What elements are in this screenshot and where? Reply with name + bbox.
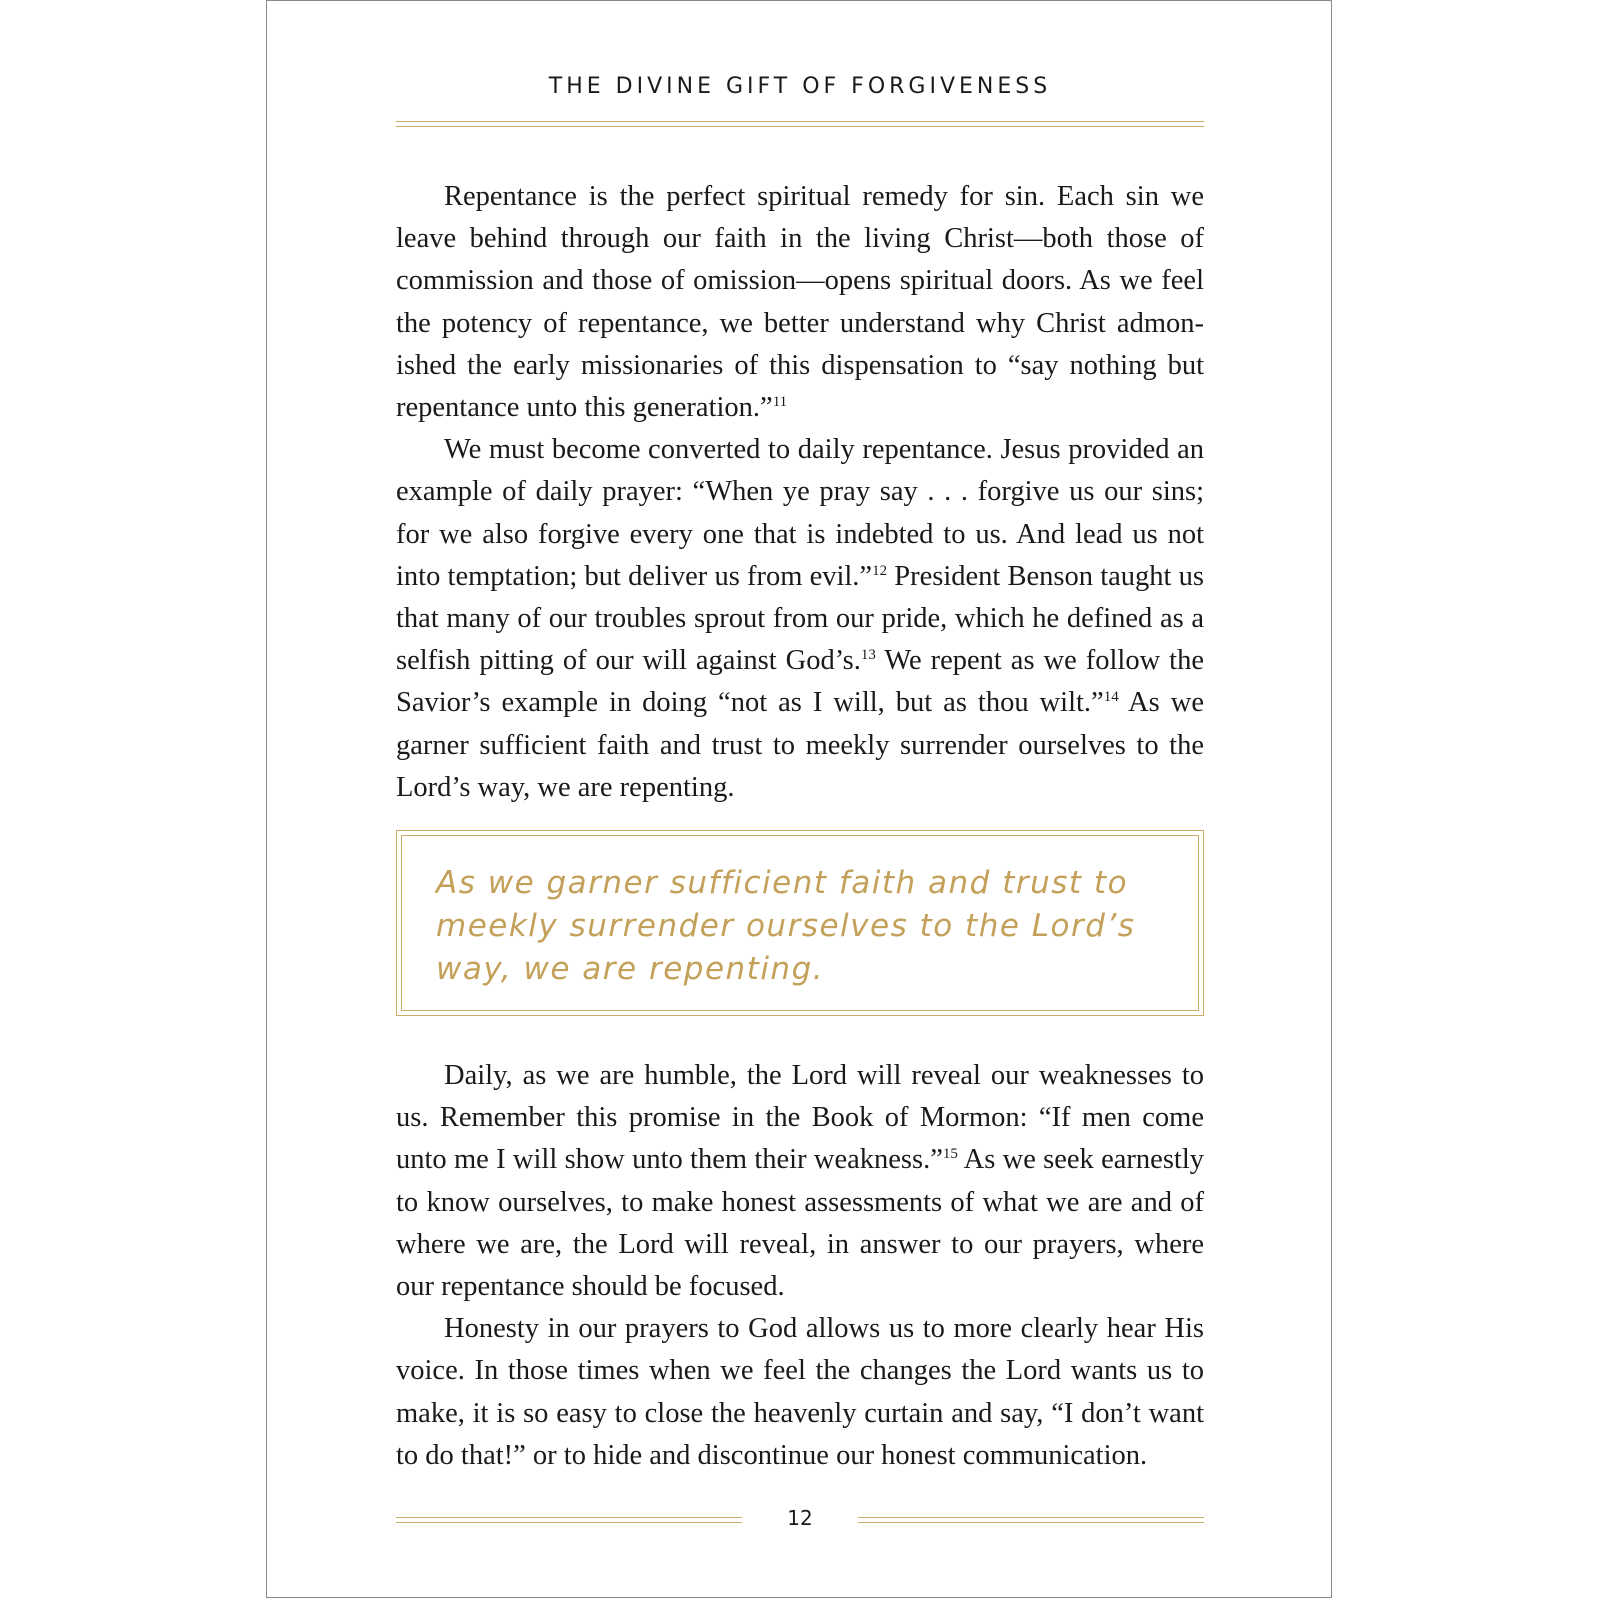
paragraph: Honesty in our prayers to God allows us to more clearly hear His voice. In those times when we feel the changes the Lord wants us to make, it is so easy to close the heavenly curtain and say, “I don’t want to do that!” or to hide and discontinue our honest communication.	[396, 1313, 1204, 1471]
footer-rule-left	[396, 1517, 742, 1523]
footnote-ref: 13	[860, 647, 876, 664]
paragraph: We must become converted to daily repentance. Jesus provided an example of daily prayer: “When ye pray say . . . forgive us our sins; for we also forgive every one that is indebted to us. And lead us not into temptation; but deliver us from evil.”$^{12}$ President Benson taught us that many of our troubles sprout from our pride, which he defined as a selfish pitting of our will against God’s.$^{13}$ We repent as we follow the Savior’s example in doing “not as I will, but as thou wilt.”$^{14}$ As we garner sufficient faith and trust to meekly surrender ourselves to the Lord’s way, we are repenting.	[396, 434, 1204, 803]
footnote-ref: 14	[1103, 689, 1119, 706]
footnote-ref: 11	[772, 394, 788, 411]
footnote-ref: 15	[942, 1146, 958, 1163]
running-head: THE DIVINE GIFT OF FORGIVENESS	[548, 74, 1052, 99]
header-double-rule	[396, 121, 1204, 127]
paragraph: Daily, as we are humble, the Lord will reveal our weaknesses to us. Remember this promise in the Book of Mormon: “If men come unto me I will show unto them their weakness.”$^{15}$ As we seek earnestly to know ourselves, to make honest assessments of what we are and of where we are, the Lord will reveal, in answer to our prayers, where our repentance should be focused.	[396, 1060, 1204, 1303]
body-text-bottom	[396, 1055, 1204, 1477]
footer-rule-right	[858, 1517, 1204, 1523]
pull-quote-box	[396, 830, 1204, 1016]
footnote-ref: 12	[872, 562, 888, 579]
pull-quote-text: As we garner sufficient faith and trust to meekly surrender ourselves to the Lord’s way, we are repenting.	[401, 835, 1199, 1011]
body-text-top	[396, 176, 1204, 809]
page-number: 12	[787, 1506, 813, 1530]
paragraph: Repentance is the perfect spiritual remedy for sin. Each sin we leave behind through our faith in the living Christ—both those of commission and those of omission—opens spiritual doors. As we feel the potency of repentance, we better understand why Christ admonished the early missionaries of this dispensation to “say nothing but repentance unto this generation.”$^{11}$	[396, 181, 1204, 424]
